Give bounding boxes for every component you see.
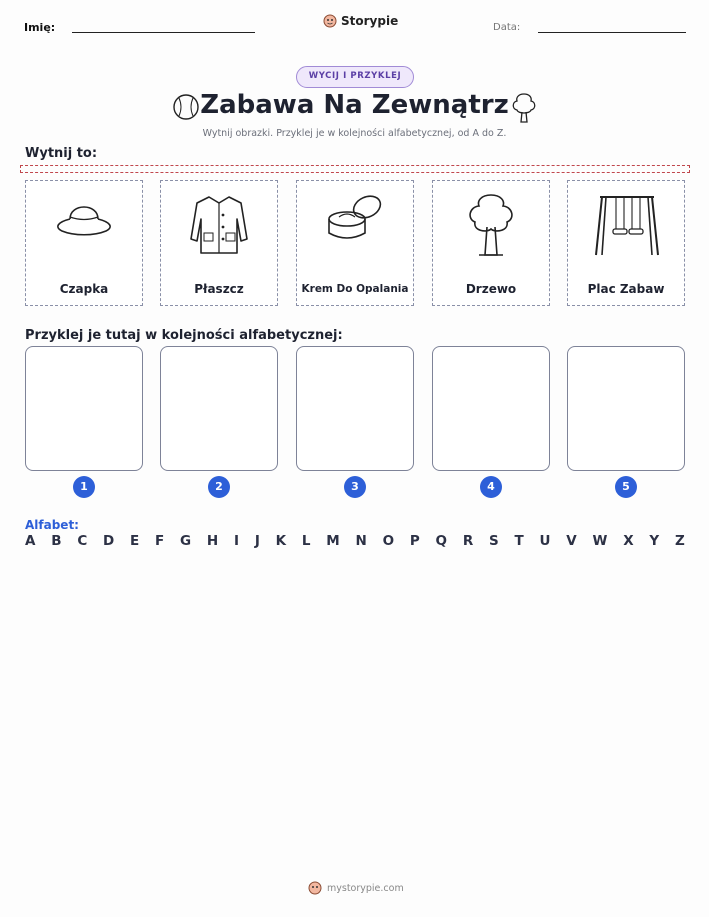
cut-card-czapka[interactable] [25, 180, 143, 306]
alphabet-letter: H [206, 533, 219, 549]
alphabet-letter: K [275, 533, 287, 549]
cut-line [20, 165, 690, 173]
alphabet-letter: P [409, 533, 420, 549]
alphabet-letter: F [155, 533, 165, 549]
alphabet-letter: E [130, 533, 140, 549]
name-label: Imię: [24, 21, 56, 34]
footer [308, 881, 404, 895]
cut-card-plaszcz[interactable] [160, 180, 278, 306]
alphabet-letter: W [592, 533, 608, 549]
alphabet-letter: N [355, 533, 367, 549]
cut-card-krem[interactable] [296, 180, 414, 306]
alphabet-letter: Y [649, 533, 660, 549]
card-label: Krem Do Opalania [301, 283, 409, 295]
alphabet-letter: Q [435, 533, 448, 549]
coat-icon [185, 189, 253, 259]
alphabet-letter: R [462, 533, 474, 549]
alphabet-letter: D [103, 533, 115, 549]
storypie-mascot-icon [308, 881, 322, 895]
alphabet-letter: U [539, 533, 551, 549]
cut-card-plac-zabaw[interactable] [567, 180, 685, 306]
slot-number-4: 4 [480, 476, 502, 498]
card-label: Czapka [59, 282, 109, 296]
paste-slot-2[interactable] [160, 346, 278, 471]
page-title: Zabawa Na Zewnątrz [200, 90, 509, 120]
tree-decoration-icon [508, 90, 540, 124]
alphabet-letter: I [234, 533, 240, 549]
alphabet-letter: Z [674, 533, 685, 549]
slot-number-5: 5 [615, 476, 637, 498]
alphabet-letter: L [301, 533, 311, 549]
alphabet-letter: A [25, 533, 36, 549]
cut-section-title: Wytnij to: [25, 146, 98, 161]
paste-section-title: Przyklej je tutaj w kolejności alfabetycznej: [25, 328, 343, 343]
sunscreen-jar-icon [321, 189, 389, 249]
paste-slot-4[interactable] [432, 346, 550, 471]
alphabet-letter: S [489, 533, 499, 549]
paste-slot-3[interactable] [296, 346, 414, 471]
alphabet-letter: G [180, 533, 192, 549]
alphabet-letter: C [77, 533, 88, 549]
instructions: Wytnij obrazki. Przyklej je w kolejności alfabetycznej, od A do Z. [202, 128, 507, 139]
storypie-mascot-icon [323, 14, 337, 28]
date-line[interactable] [538, 32, 686, 33]
alphabet-label: Alfabet: [25, 518, 79, 532]
swing-set-icon [592, 189, 660, 259]
card-label: Płaszcz [194, 282, 244, 296]
alphabet-letter: T [514, 533, 524, 549]
paste-slot-5[interactable] [567, 346, 685, 471]
date-label: Data: [493, 22, 521, 33]
activity-badge: WYCIJ I PRZYKLEJ [296, 66, 414, 88]
alphabet-letter: B [51, 533, 62, 549]
cut-card-drzewo[interactable] [432, 180, 550, 306]
alphabet-row [25, 533, 685, 549]
card-label: Plac Zabaw [587, 282, 665, 296]
slot-number-2: 2 [208, 476, 230, 498]
hat-icon [50, 189, 118, 249]
logo-text: Storypie [341, 14, 399, 28]
alphabet-letter: X [623, 533, 634, 549]
slot-number-1: 1 [73, 476, 95, 498]
card-label: Drzewo [465, 282, 517, 296]
alphabet-letter: V [566, 533, 577, 549]
tree-icon [457, 189, 525, 261]
footer-url[interactable]: mystorypie.com [327, 882, 404, 894]
slot-number-3: 3 [344, 476, 366, 498]
storypie-logo [323, 14, 398, 28]
alphabet-letter: J [254, 533, 260, 549]
alphabet-letter: O [382, 533, 395, 549]
name-line[interactable] [72, 32, 255, 33]
paste-slot-1[interactable] [25, 346, 143, 471]
alphabet-letter: M [326, 533, 340, 549]
